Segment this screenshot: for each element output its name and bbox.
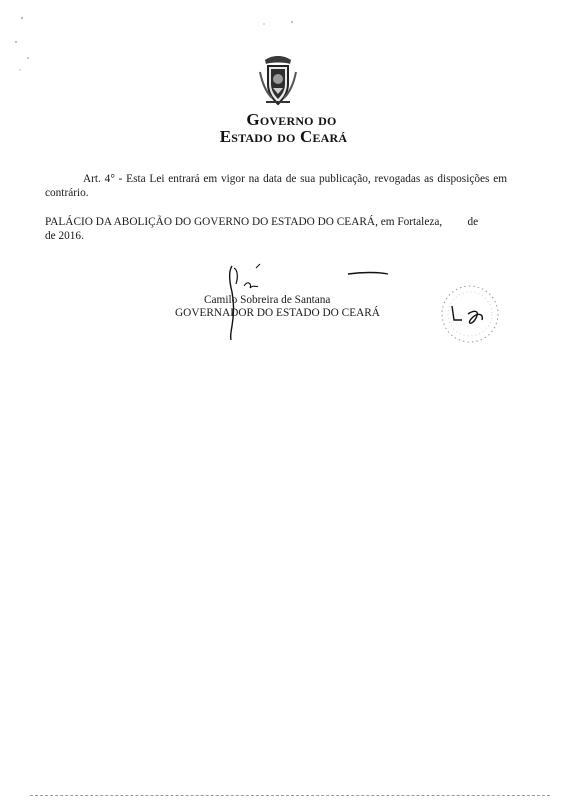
page-number-stamp-icon <box>430 280 508 348</box>
state-coat-of-arms-icon <box>256 54 300 108</box>
closing-main-text: PALÁCIO DA ABOLIÇÃO DO GOVERNO DO ESTADO DO CEARÁ, em Fortaleza, <box>45 216 443 228</box>
signatory-name: Camilo Sobreira de Santana <box>204 294 331 306</box>
government-heading-line2: Estado do Ceará <box>219 127 348 146</box>
scan-bottom-edge <box>30 795 550 796</box>
government-heading-line1: Governo do <box>246 110 337 129</box>
closing-paragraph <box>45 215 507 243</box>
signatory-title: GOVERNADOR DO ESTADO DO CEARÁ <box>175 307 380 319</box>
closing-year-text: de 2016. <box>45 230 84 242</box>
closing-tail-text: de <box>467 216 479 228</box>
article-paragraph: Art. 4° - Esta Lei entrará em vigor na data de sua publicação, revogadas as disposições em contrário. <box>45 173 507 199</box>
